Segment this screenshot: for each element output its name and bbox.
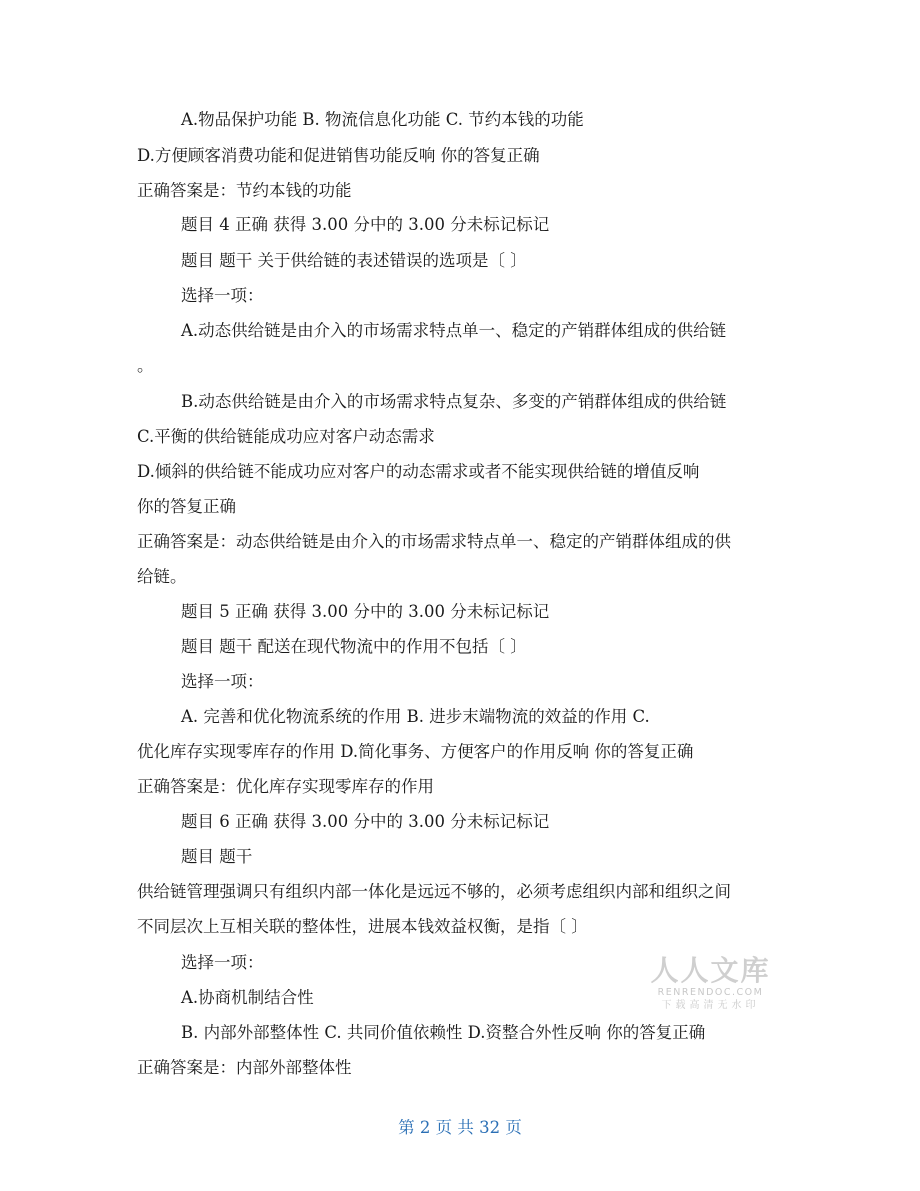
option-line: A.协商机制结合性	[181, 988, 314, 1007]
option-line: D.倾斜的供给链不能成功应对客户的动态需求或者不能实现供给链的增值反响	[137, 462, 700, 481]
option-line: B.动态供给链是由介入的市场需求特点复杂、多变的产销群体组成的供给链	[181, 392, 727, 411]
option-line: 优化库存实现零库存的作用 D.简化事务、方便客户的作用反响 你的答复正确	[137, 742, 694, 761]
answer-line: 正确答案是：内部外部整体性	[137, 1058, 352, 1077]
watermark-site: RENRENDOC.COM	[657, 987, 764, 998]
watermark-title: 人人文库	[650, 954, 771, 987]
option-line: A. 完善和优化物流系统的作用 B. 进步末端物流的效益的作用 C.	[181, 707, 650, 726]
option-line: A.动态供给链是由介入的市场需求特点单一、稳定的产销群体组成的供给链	[181, 321, 727, 340]
answer-line: 正确答案是：动态供给链是由介入的市场需求特点单一、稳定的产销群体组成的供	[137, 532, 731, 551]
text-line: D.方便顾客消费功能和促进销售功能反响 你的答复正确	[137, 146, 540, 165]
question-header: 题目 5 正确 获得 3.00 分中的 3.00 分未标记标记	[181, 602, 550, 621]
answer-line: 正确答案是：优化库存实现零库存的作用	[137, 777, 434, 796]
watermark-logo	[648, 955, 773, 1012]
choose-one-label: 选择一项：	[181, 953, 264, 972]
text-line: 不同层次上互相关联的整体性，进展本钱效益权衡，是指〔 〕	[137, 917, 588, 936]
page-number: 第 2 页 共 32 页	[398, 1118, 522, 1137]
question-header: 题目 4 正确 获得 3.00 分中的 3.00 分未标记标记	[181, 215, 550, 234]
text-line: 供给链管理强调只有组织内部一体化是远远不够的，必须考虑组织内部和组织之间	[137, 882, 731, 901]
question-stem: 题目 题干 配送在现代物流中的作用不包括〔 〕	[181, 637, 527, 656]
text-line: 给链。	[137, 567, 187, 586]
choose-one-label: 选择一项：	[181, 286, 264, 305]
question-header: 题目 6 正确 获得 3.00 分中的 3.00 分未标记标记	[181, 812, 550, 831]
choose-one-label: 选择一项：	[181, 672, 264, 691]
answer-line: 正确答案是：节约本钱的功能	[137, 181, 352, 200]
text-line: 。	[137, 356, 154, 375]
text-line: 你的答复正确	[137, 497, 236, 516]
option-line: C.平衡的供给链能成功应对客户动态需求	[137, 427, 435, 446]
watermark-subtitle: 下载高清无水印	[661, 1000, 760, 1011]
question-stem: 题目 题干	[181, 847, 253, 866]
question-stem: 题目 题干 关于供给链的表述错误的选项是〔 〕	[181, 251, 527, 270]
option-line: B. 内部外部整体性 C. 共同价值依赖性 D.资整合外性反响 你的答复正确	[181, 1023, 706, 1042]
text-line: A.物品保护功能 B. 物流信息化功能 C. 节约本钱的功能	[181, 110, 584, 129]
